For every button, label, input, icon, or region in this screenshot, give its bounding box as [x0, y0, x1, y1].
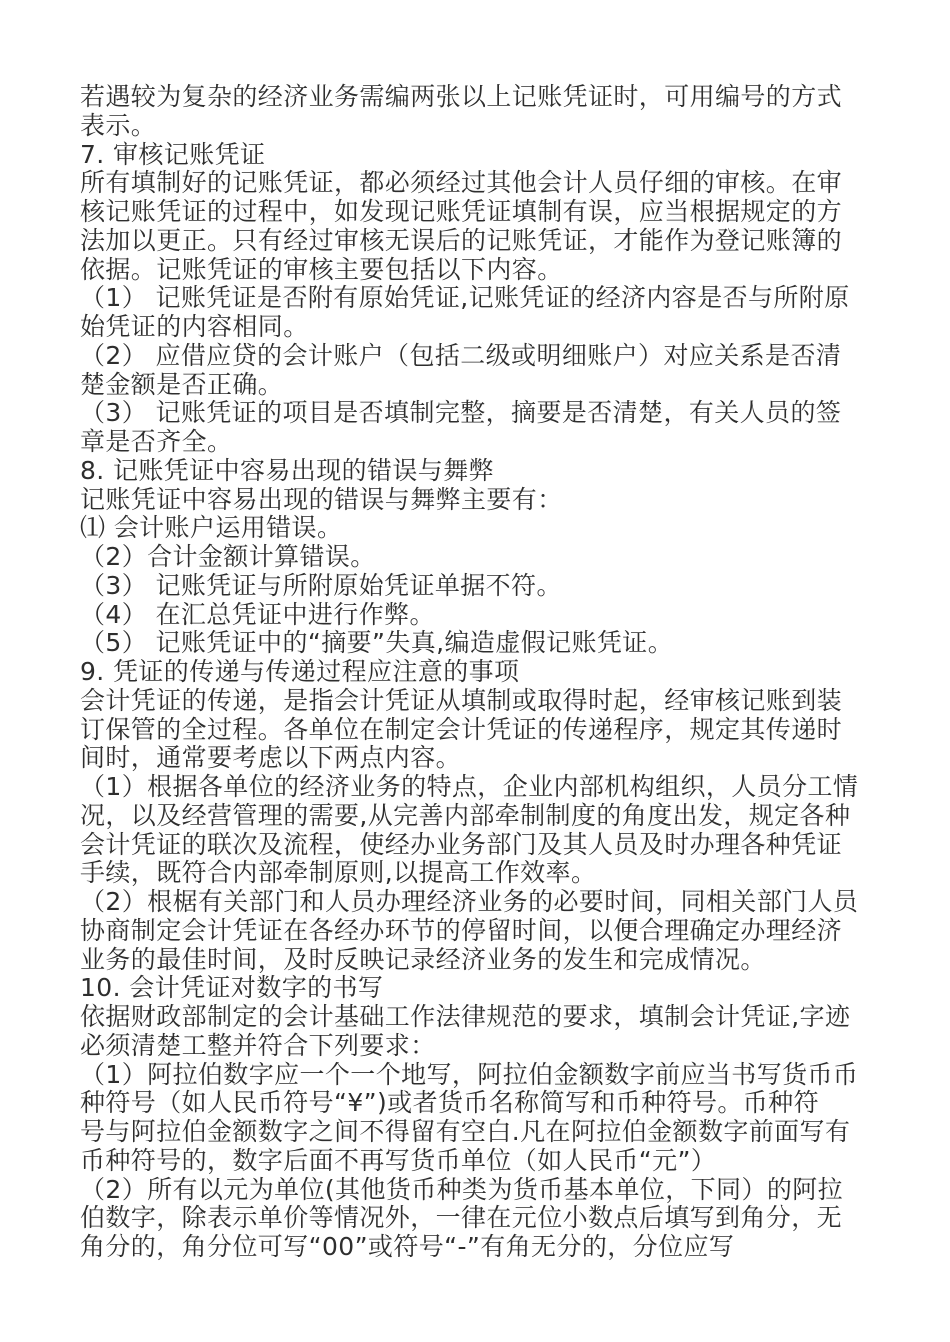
text-line: 间时，通常要考虑以下两点内容。 — [80, 743, 462, 773]
text-line: 必须清楚工整并符合下列要求： — [80, 1030, 436, 1060]
text-line: （1）根据各单位的经济业务的特点，企业内部机构组织，人员分工情 — [80, 772, 859, 801]
text-line: 始凭证的内容相同。 — [80, 312, 309, 341]
text-line: （3） 记账凭证的项目是否填制完整，摘要是否清楚，有关人员的签 — [80, 398, 842, 428]
text-line: 8. 记账凭证中容易出现的错误与舞弊 — [80, 455, 495, 485]
text-line: 角分的，角分位可写“00”或符号“-”有角无分的，分位应写 — [80, 1232, 735, 1261]
text-line: 况，以及经营管理的需要,从完善内部牵制制度的角度出发，规定各种 — [80, 800, 851, 830]
document-body — [80, 83, 880, 1262]
text-line: 协商制定会计凭证在各经办环节的停留时间，以便合理确定办理经济 — [80, 915, 843, 945]
text-line: （2） 应借应贷的会计账户（包括二级或明细账户）对应关系是否清 — [80, 340, 842, 370]
text-line: 依据财政部制定的会计基础工作法律规范的要求，填制会计凭证,字迹 — [80, 1002, 851, 1031]
text-line: 记账凭证中容易出现的错误与舞弊主要有： — [80, 484, 563, 514]
text-line: 会计凭证的联次及流程，使经办业务部门及其人员及时办理各种凭证 — [80, 829, 843, 859]
text-line: 若遇较为复杂的经济业务需编两张以上记账凭证时，可用编号的方式 — [80, 82, 843, 111]
text-line: （2）所有以元为单位(其他货币种类为货币基本单位，下同）的阿拉 — [80, 1174, 844, 1204]
text-line: 9. 凭证的传递与传递过程应注意的事项 — [80, 657, 520, 686]
text-line: 业务的最佳时间，及时反映记录经济业务的发生和完成情况。 — [80, 944, 766, 974]
text-line: 7. 审核记账凭证 — [80, 139, 266, 169]
text-line: （3） 记账凭证与所附原始凭证单据不符。 — [80, 570, 562, 600]
text-line: 楚金额是否正确。 — [80, 369, 284, 399]
text-line: 10. 会计凭证对数字的书写 — [80, 973, 384, 1003]
text-line: （1）阿拉伯数字应一个一个地写，阿拉伯金额数字前应当书写货币币 — [80, 1059, 859, 1089]
text-line: 手续，既符合内部牵制原则,以提高工作效率。 — [80, 858, 597, 888]
text-line: 依据。记账凭证的审核主要包括以下内容。 — [80, 254, 563, 284]
text-line: ⑴ 会计账户运用错误。 — [80, 513, 343, 543]
text-line: 种符号（如人民币符号“¥”)或者货币名称简写和币种符号。币种符 — [80, 1088, 819, 1118]
text-line: 表示。 — [80, 110, 157, 140]
text-line: 币种符号的，数字后面不再写货币单位（如人民币“元”） — [80, 1145, 717, 1175]
text-line: （4） 在汇总凭证中进行作弊。 — [80, 599, 435, 629]
text-line: 所有填制好的记账凭证，都必须经过其他会计人员仔细的审核。在审 — [80, 168, 843, 198]
text-line: （2）根椐有关部门和人员办理经济业务的必要时间，同相关部门人员 — [80, 887, 859, 916]
text-line: 章是否齐全。 — [80, 427, 233, 456]
text-line: （2）合计金额计算错误。 — [80, 542, 376, 571]
text-line: （1） 记账凭证是否附有原始凭证,记账凭证的经济内容是否与所附原 — [80, 283, 850, 313]
text-line: （5） 记账凭证中的“摘要”失真,编造虚假记账凭证。 — [80, 628, 674, 658]
text-line: 订保管的全过程。各单位在制定会计凭证的传递程序，规定其传递时 — [80, 714, 843, 744]
text-line: 号与阿拉伯金额数字之间不得留有空白.凡在阿拉伯金额数字前面写有 — [80, 1117, 851, 1146]
text-line: 会计凭证的传递，是指会计凭证从填制或取得时起，经审核记账到装 — [80, 685, 843, 715]
text-line: 伯数字，除表示单价等情况外，一律在元位小数点后填写到角分，无 — [80, 1203, 843, 1233]
text-line: 核记账凭证的过程中，如发现记账凭证填制有误，应当根据规定的方 — [80, 197, 843, 226]
text-line: 法加以更正。只有经过审核无误后的记账凭证，才能作为登记账簿的 — [80, 225, 843, 255]
